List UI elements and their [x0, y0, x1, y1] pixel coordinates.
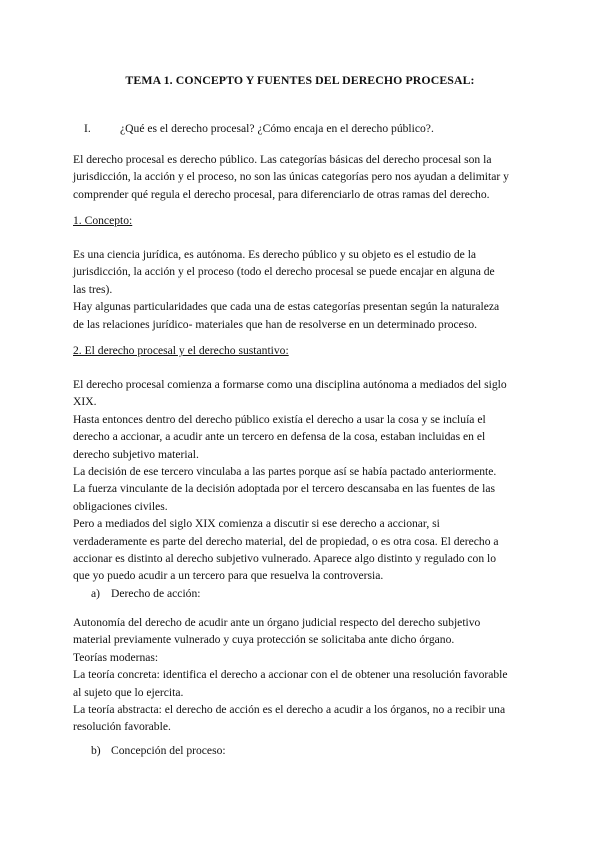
- subsection-heading-concepcion-del-proceso: [91, 742, 226, 759]
- text-line: jurisdicción, la acción y el proceso (todo el derecho procesal se puede encajar en alguna de: [73, 265, 495, 279]
- question-number: I.: [84, 122, 91, 135]
- text-line: resolución favorable.: [73, 720, 171, 734]
- text-line: derecho a accionar, a acudir ante un tercero en defensa de la cosa, estaban incluidas en el: [73, 430, 486, 444]
- subsection-title: Concepción del proceso:: [111, 744, 226, 757]
- text-line: que yo puedo acudir a un tercero para que resuelva la controversia.: [73, 569, 384, 583]
- text-line: Teorías modernas:: [73, 650, 159, 664]
- section-heading-derecho-sustantivo: 2. El derecho procesal y el derecho sustantivo:: [73, 344, 289, 357]
- text-line: Es una ciencia jurídica, es autónoma. Es derecho público y su objeto es el estudio de la: [73, 248, 477, 261]
- subsection-title: Derecho de acción:: [111, 587, 201, 600]
- text-line: XIX.: [73, 395, 97, 409]
- subsection-accion-body: [73, 614, 533, 736]
- text-line: jurisdicción, la acción y el proceso, no son las únicas categorías pero nos ayudan a delimitar y: [73, 170, 509, 184]
- subsection-letter: b): [91, 744, 101, 757]
- text-line: de las relaciones jurídico- materiales que han de resolverse en un determinado proceso.: [73, 317, 478, 331]
- text-line: obligaciones civiles.: [73, 499, 168, 513]
- text-line: La teoría abstracta: el derecho de acción es el derecho a acudir a los órganos, no a recibir una: [73, 703, 506, 717]
- text-line: Pero a mediados del siglo XIX comienza a discutir si ese derecho a accionar, si: [73, 517, 440, 531]
- text-line: Hasta entonces dentro del derecho público existía el derecho a usar la cosa y se incluía el: [73, 412, 486, 426]
- text-line: La fuerza vinculante de la decisión adoptada por el tercero descansaba en las fuentes de las: [73, 482, 496, 496]
- section-sustantivo-body: [73, 376, 533, 585]
- text-line: accionar es distinto al derecho subjetivo vulnerado. Aparece algo distinto y regulado con lo: [73, 552, 497, 566]
- text-line: El derecho procesal comienza a formarse como una disciplina autónoma a mediados del siglo: [73, 378, 507, 391]
- section-heading-concepto: 1. Concepto:: [73, 214, 133, 227]
- text-line: El derecho procesal es derecho público. Las categorías básicas del derecho procesal son la: [73, 153, 492, 166]
- text-line: comprender qué regula el derecho procesal, para diferenciarlo de otras ramas del derecho.: [73, 187, 490, 201]
- text-line: La teoría concreta: identifica el derecho a accionar con el de obtener una resolución favorable: [73, 668, 508, 682]
- page-title: TEMA 1. CONCEPTO Y FUENTES DEL DERECHO PROCESAL:: [125, 73, 475, 87]
- text-line: Autonomía del derecho de acudir ante un órgano judicial respecto del derecho subjetivo: [73, 616, 481, 629]
- section-concepto-body: [73, 246, 533, 333]
- text-line: al sujeto que lo ejercita.: [73, 685, 184, 699]
- text-line: verdaderamente es parte del derecho material, del de propiedad, o es otra cosa. El derecho a: [73, 534, 499, 548]
- text-line: las tres).: [73, 282, 113, 296]
- intro-paragraph: [73, 151, 533, 203]
- question-heading: [84, 120, 434, 137]
- text-line: derecho subjetivo material.: [73, 447, 199, 461]
- question-text: ¿Qué es el derecho procesal? ¿Cómo encaja en el derecho público?.: [120, 122, 434, 135]
- subsection-letter: a): [91, 587, 101, 600]
- text-line: Hay algunas particularidades que cada una de estas categorías presentan según la naturaleza: [73, 300, 500, 314]
- text-line: material previamente vulnerado y cuya protección se solicitaba ante dicho órgano.: [73, 633, 455, 647]
- text-line: La decisión de ese tercero vinculaba a las partes porque así se había pactado anteriormente.: [73, 465, 497, 479]
- subsection-heading-derecho-de-accion: [91, 585, 200, 602]
